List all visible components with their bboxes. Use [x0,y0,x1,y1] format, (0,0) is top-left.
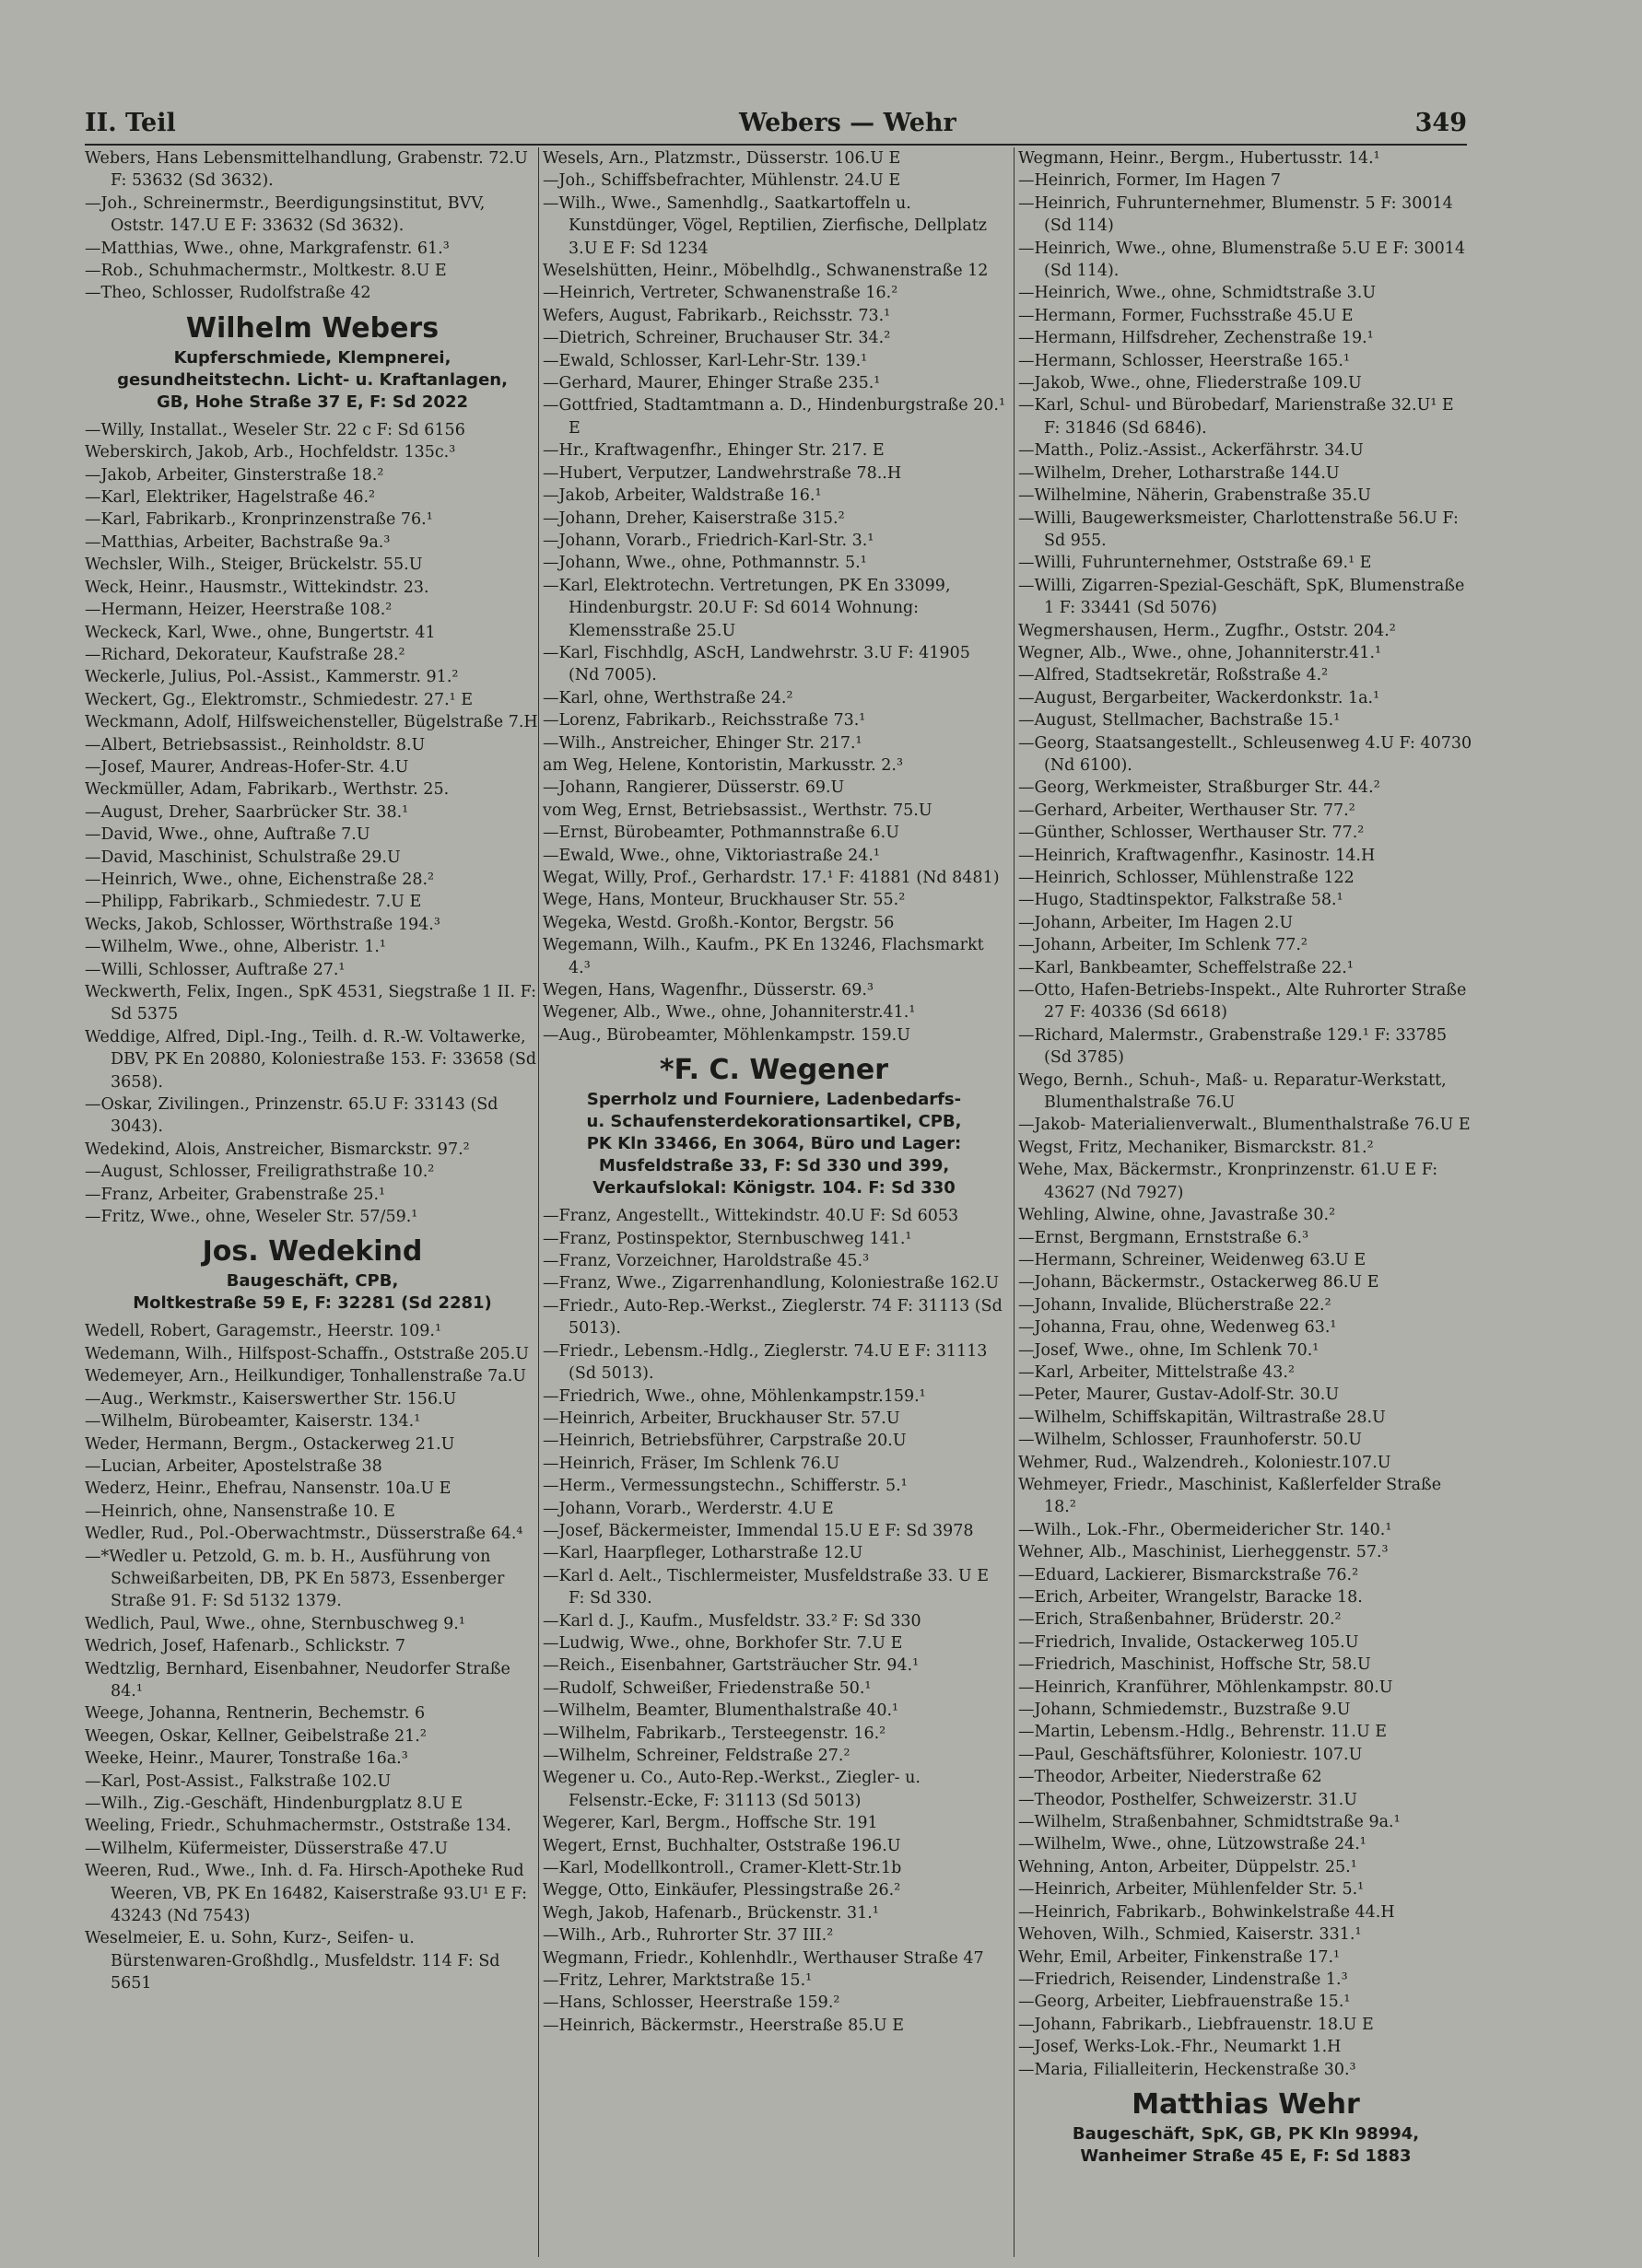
directory-entry: —Franz, Angestellt., Wittekindstr. 40.U F: Sd 6053 [543,1207,959,1226]
directory-entry: —Heinrich, Wwe., ohne, Eichenstraße 28.² [85,870,435,889]
directory-entry: —Lorenz, Fabrikarb., Reichsstraße 73.¹ [543,711,866,731]
directory-entry: —Heinrich, Fabrikarb., Bohwinkelstraße 44.H [1018,1902,1395,1922]
directory-entry: —Karl, Fischhdlg, AScH, Landwehrstr. 3.U F: 41905 (Nd 7005). [543,643,970,685]
directory-entry: Weselmeier, E. u. Sohn, Kurz-, Seifen- u. Bürstenwaren-Großhdlg., Musfeldstr. 114 F: Sd 5651 [85,1929,500,1993]
directory-entry: —Wilhelm, Dreher, Lotharstraße 144.U [1018,463,1340,483]
directory-entry: —Karl, Post-Assist., Falkstraße 102.U [85,1771,392,1791]
directory-entry: —Matthias, Wwe., ohne, Markgrafenstr. 61.³ [85,239,450,258]
directory-entry: Weckwerth, Felix, Ingen., SpK 4531, Siegstraße 1 II. F: Sd 5375 [85,983,536,1024]
directory-entry: —Johann, Wwe., ohne, Pothmannstr. 5.¹ [543,554,867,573]
section-label: II. Teil [85,109,176,137]
directory-entry: Weck, Heinr., Hausmstr., Wittekindstr. 23. [85,578,429,597]
directory-entry: —Wilhelm, Beamter, Blumenthalstraße 40.¹ [543,1701,899,1721]
directory-entry: —Karl d. J., Kaufm., Musfeldstr. 33.² F: Sd 330 [543,1611,921,1631]
directory-entry: —Richard, Malermstr., Grabenstraße 129.¹ F: 33785 (Sd 3785) [1018,1025,1448,1068]
directory-entry: —Johanna, Frau, ohne, Wedenweg 63.¹ [1018,1318,1337,1338]
directory-entry: —Karl, Haarpfleger, Lotharstraße 12.U [543,1544,863,1563]
directory-entry: Wehr, Emil, Arbeiter, Finkenstraße 17.¹ [1018,1947,1341,1967]
directory-entry: Wego, Bernh., Schuh-, Maß- u. Reparatur-Werkstatt, Blumenthalstraße 76.U [1018,1070,1447,1113]
ad-firm-name: Wilhelm Webers [185,311,440,345]
ad-firm-name: Jos. Wedekind [202,1235,423,1268]
directory-entry: —Friedr., Auto-Rep.-Werkst., Zieglerstr. 74 F: 31113 (Sd 5013). [543,1296,1003,1339]
directory-entry: —Martin, Lebensm.-Hdlg., Behrenstr. 11.U E [1018,1723,1388,1742]
directory-entry: —Ludwig, Wwe., ohne, Borkhofer Str. 7.U E [543,1633,903,1653]
directory-entry: —Jakob, Arbeiter, Ginsterstraße 18.² [85,465,384,485]
directory-entry: —Hermann, Former, Fuchsstraße 45.U E [1018,306,1354,325]
directory-entry: —Gottfried, Stadtamtmann a. D., Hindenburgstraße 20.¹ E [543,396,1005,438]
directory-entry: —Otto, Hafen-Betriebs-Inspekt., Alte Ruhrorter Straße 27 F: 40336 (Sd 6618) [1018,981,1467,1023]
directory-entry: —Johann, Fabrikarb., Liebfrauenstr. 18.U E [1018,2015,1374,2034]
column-1 [85,147,540,2257]
page-header [85,103,1467,146]
directory-entry: Wegat, Willy, Prof., Gerhardstr. 17.¹ F: 41881 (Nd 8481) [543,869,1000,887]
directory-entry: —Friedrich, Reisender, Lindenstraße 1.³ [1018,1970,1348,1989]
directory-entry: —Gerhard, Arbeiter, Werthauser Str. 77.² [1018,801,1355,820]
directory-entry: Wegeka, Westd. Großh.-Kontor, Bergstr. 56 [543,913,895,932]
business-advertisement [85,1233,540,1315]
directory-entry: —Aug., Werkmstr., Kaiserswerther Str. 156.U [85,1389,457,1409]
directory-entry: —Georg, Arbeiter, Liebfrauenstraße 15.¹ [1018,1993,1351,2012]
directory-entry: —Georg, Werkmeister, Straßburger Str. 44.² [1018,778,1380,798]
directory-entry: —Heinrich, Kraftwagenfhr., Kasinostr. 14.H [1018,846,1376,865]
directory-entry: Wedemeyer, Arn., Heilkundiger, Tonhallenstraße 7a.U [85,1367,527,1386]
directory-entry: —Peter, Maurer, Gustav-Adolf-Str. 30.U [1018,1385,1340,1405]
directory-entry: —Erich, Arbeiter, Wrangelstr, Baracke 18. [1018,1588,1363,1607]
directory-entry: —Heinrich, Bäckermstr., Heerstraße 85.U E [543,2016,904,2035]
column-3 [1014,147,1473,2257]
directory-entry: Wegmann, Friedr., Kohlenhdlr., Werthauser Straße 47 [543,1948,984,1968]
directory-entry: —*Wedler u. Petzold, G. m. b. H., Ausführung von Schweißarbeiten, DB, PK En 5873, Essenberger Straße 91. F: Sd 5132 1379. [85,1547,505,1611]
directory-entry: Weckeck, Karl, Wwe., ohne, Bungertstr. 41 [85,623,436,642]
directory-entry: —David, Wwe., ohne, Auftraße 7.U [85,825,370,845]
ad-line: gesundheitstechn. Licht- u. Kraftanlagen, [117,369,508,390]
directory-entry: —Hermann, Schlosser, Heerstraße 165.¹ [1018,351,1350,370]
directory-entry: —Wilhelm, Bürobeamter, Kaiserstr. 134.¹ [85,1412,421,1432]
directory-entry: —August, Dreher, Saarbrücker Str. 38.¹ [85,802,409,822]
directory-entry: —Wilhelm, Wwe., ohne, Lützowstraße 24.¹ [1018,1835,1366,1854]
directory-entry: —Aug., Bürobeamter, Möhlenkampstr. 159.U [543,1025,910,1045]
directory-entry: —Wilhelm, Schreiner, Feldstraße 27.² [543,1747,850,1765]
directory-entry: —Rudolf, Schweißer, Friedenstraße 50.¹ [543,1678,872,1698]
directory-entry: Wedtzlig, Bernhard, Eisenbahner, Neudorfer Straße 84.¹ [85,1659,510,1701]
directory-entry: —Philipp, Fabrikarb., Schmiedestr. 7.U E [85,893,422,912]
directory-entry: —Josef, Maurer, Andreas-Hofer-Str. 4.U [85,757,409,777]
directory-entry: —Dietrich, Schreiner, Bruchauser Str. 34.² [543,329,891,348]
directory-entry: —Joh., Schiffsbefrachter, Mühlenstr. 24.U E [543,171,901,191]
directory-entry: Wehoven, Wilh., Schmied, Kaiserstr. 331.¹ [1018,1925,1362,1945]
directory-entry: —Karl, Modellkontroll., Cramer-Klett-Str.1b [543,1859,902,1878]
page-number: 349 [1414,109,1467,137]
directory-entry: —Wilhelm, Küfermeister, Düsserstraße 47.U [85,1839,448,1858]
directory-entry: Wehmer, Rud., Walzendreh., Koloniestr.107.U [1018,1453,1391,1472]
directory-entry: —Herm., Vermessungstechn., Schifferstr. 5.¹ [543,1477,908,1496]
directory-entry: —Josef, Werks-Lok.-Fhr., Neumarkt 1.H [1018,2038,1342,2057]
directory-entry: —Heinrich, ohne, Nansenstraße 10. E [85,1502,395,1521]
directory-entry: Wehning, Anton, Arbeiter, Düppelstr. 25.¹ [1018,1857,1357,1876]
directory-entry: —Johann, Invalide, Blücherstraße 22.² [1018,1295,1331,1315]
directory-entry: Wegst, Fritz, Mechaniker, Bismarckstr. 81.² [1018,1138,1374,1157]
directory-entry: Weckmann, Adolf, Hilfsweichensteller, Bügelstraße 7.H [85,713,538,732]
directory-entry: —Theodor, Posthelfer, Schweizerstr. 31.U [1018,1790,1357,1809]
ad-line: u. Schaufensterdekorationsartikel, CPB, [586,1112,962,1132]
directory-entry: —Jakob, Wwe., ohne, Fliederstraße 109.U [1018,374,1362,393]
directory-entry: —Wilhelm, Fabrikarb., Tersteegenstr. 16.² [543,1724,886,1743]
directory-entry: —Heinrich, Kranführer, Möhlenkampstr. 80.U [1018,1678,1393,1697]
directory-entry: Wechsler, Wilh., Steiger, Brückelstr. 55.U [85,555,423,575]
directory-entry: Weberskirch, Jakob, Arb., Hochfeldstr. 135c.³ [85,443,456,462]
directory-entry: Wedemann, Wilh., Hilfspost-Schaffn., Oststraße 205.U [85,1344,529,1363]
ad-line: Baugeschäft, CPB, [226,1271,399,1292]
directory-entry: —Maria, Filialleiterin, Heckenstraße 30.³ [1018,2060,1356,2079]
directory-entry: Wedrich, Josef, Hafenarb., Schlickstr. 7 [85,1637,406,1656]
directory-entry: —Franz, Arbeiter, Grabenstraße 25.¹ [85,1185,386,1204]
directory-entry: Weeke, Heinr., Maurer, Tonstraße 16a.³ [85,1749,408,1769]
ad-line: Musfeldstraße 33, F: Sd 330 und 399, [598,1156,950,1176]
directory-entry: Wederz, Heinr., Ehefrau, Nansenstr. 10a.U E [85,1479,452,1499]
directory-entry: —Hr., Kraftwagenfhr., Ehinger Str. 217. E [543,441,885,461]
directory-entry: —Johann, Arbeiter, Im Schlenk 77.² [1018,936,1308,955]
directory-entry: —Richard, Dekorateur, Kaufstraße 28.² [85,645,405,664]
directory-entry: —Lucian, Arbeiter, Apostelstraße 38 [85,1456,382,1476]
directory-entry: Wegh, Jakob, Hafenarb., Brückenstr. 31.¹ [543,1903,879,1923]
directory-entry: —Willi, Zigarren-Spezial-Geschäft, SpK, Blumenstraße 1 F: 33441 (Sd 5076) [1018,576,1465,618]
directory-entry: Wegerer, Karl, Bergm., Hoffsche Str. 191 [543,1814,878,1833]
ad-line: Sperrholz und Fourniere, Ladenbedarfs- [586,1090,962,1110]
directory-entry: —Georg, Staatsangestellt., Schleusenweg 4.U F: 40730 (Nd 6100). [1018,733,1472,775]
directory-entry: —Heinrich, Vertreter, Schwanenstraße 16.² [543,284,898,303]
directory-entry: —August, Stellmacher, Bachstraße 15.¹ [1018,711,1341,731]
directory-entry: —Fritz, Wwe., ohne, Weseler Str. 57/59.¹ [85,1208,418,1227]
directory-entry: Wegert, Ernst, Buchhalter, Oststraße 196.U [543,1836,901,1855]
directory-entry: —Rob., Schuhmachermstr., Moltkestr. 8.U E [85,262,447,281]
running-title: Webers — Wehr [739,109,956,137]
directory-entry: —Wilhelm, Schiffskapitän, Wiltrastraße 28.U [1018,1408,1386,1427]
directory-entry: —Karl d. Aelt., Tischlermeister, Musfeldstraße 33. U E F: Sd 330. [543,1566,990,1608]
directory-entry: —Jakob- Materialienverwalt., Blumenthalstraße 76.U E [1018,1116,1471,1135]
directory-entry: Webers, Hans Lebensmittelhandlung, Grabenstr. 72.U F: 53632 (Sd 3632). [85,149,528,191]
directory-entry: —Wilh., Zig.-Geschäft, Hindenburgplatz 8.U E [85,1795,463,1813]
directory-entry: Wegener u. Co., Auto-Rep.-Werkst., Ziegler- u. Felsenstr.-Ecke, F: 31113 (Sd 5013) [543,1769,921,1810]
directory-entry: Wehling, Alwine, ohne, Javastraße 30.² [1018,1206,1336,1225]
directory-entry: —Heinrich, Fräser, Im Schlenk 76.U [543,1454,840,1473]
directory-entry: Weckerle, Julius, Pol.-Assist., Kammerstr. 91.² [85,668,459,687]
directory-entry: Weddige, Alfred, Dipl.-Ing., Teilh. d. R.-W. Voltawerke, DBV, PK En 20880, Koloniestraße 153. F: 33658 (Sd 3658). [85,1027,537,1092]
directory-entry: —Reich., Eisenbahner, Gartsträucher Str. 94.¹ [543,1656,920,1676]
directory-entry: —Karl, Bankbeamter, Scheffelstraße 22.¹ [1018,958,1354,977]
directory-entry: —Joh., Schreinermstr., Beerdigungsinstitut, BVV, Oststr. 147.U E F: 33632 (Sd 3632). [85,193,486,236]
business-advertisement [543,1052,1005,1199]
directory-entry: —Franz, Postinspektor, Sternbuschweg 141.¹ [543,1229,912,1248]
directory-entry: —Johann, Bäckermstr., Ostackerweg 86.U E [1018,1273,1379,1292]
directory-entry: Weeling, Friedr., Schuhmachermstr., Oststraße 134. [85,1817,511,1836]
directory-entry: —Johann, Rangierer, Düsserstr. 69.U [543,778,845,798]
directory-entry: —August, Bergarbeiter, Wackerdonkstr. 1a.¹ [1018,688,1380,707]
directory-entry: Weselshütten, Heinr., Möbelhdlg., Schwanenstraße 12 [543,262,989,281]
directory-entry: —Josef, Bäckermeister, Immendal 15.U E F: Sd 3978 [543,1521,974,1540]
directory-entry: —Wilhelm, Schlosser, Fraunhoferstr. 50.U [1018,1431,1363,1450]
directory-entry: —Heinrich, Wwe., ohne, Blumenstraße 5.U E F: 30014 (Sd 114). [1018,239,1466,281]
directory-entry: —Matthias, Arbeiter, Bachstraße 9a.³ [85,532,391,552]
directory-entry: Wedlich, Paul, Wwe., ohne, Sternbuschweg 9.¹ [85,1614,465,1633]
ad-line: Verkaufslokal: Königstr. 104. F: Sd 330 [592,1178,956,1198]
directory-entry: —Heinrich, Fuhrunternehmer, Blumenstr. 5 F: 30014 (Sd 114) [1018,193,1453,236]
directory-entry: Weege, Johanna, Rentnerin, Bechemstr. 6 [85,1704,426,1724]
directory-entry: Wecks, Jakob, Schlosser, Wörthstraße 194.³ [85,915,440,934]
directory-entry: —Johann, Dreher, Kaiserstraße 315.² [543,509,845,528]
directory-entry: Wefers, August, Fabrikarb., Reichsstr. 73.¹ [543,306,891,325]
ad-line: Baugeschäft, SpK, GB, PK Kln 98994, [1072,2123,1420,2144]
directory-entry: —Karl, Elektrotechn. Vertretungen, PK En 33099, Hindenburgstr. 20.U F: Sd 6014 Wohnung: Klemensstraße 25.U [543,576,951,640]
directory-entry: —Heinrich, Wwe., ohne, Schmidtstraße 3.U [1018,284,1377,303]
business-advertisement [1018,2087,1473,2168]
directory-entry: —Hugo, Stadtinspektor, Falkstraße 58.¹ [1018,891,1343,910]
directory-entry: Wehner, Alb., Maschinist, Lierheggenstr. 57.³ [1018,1543,1389,1562]
directory-entry: —Heinrich, Arbeiter, Mühlenfelder Str. 5.¹ [1018,1880,1365,1900]
column-2 [538,147,1005,2257]
directory-entry: Weckmüller, Adam, Fabrikarb., Werthstr. 25. [85,780,450,800]
directory-entry: Weckert, Gg., Elektromstr., Schmiedestr. 27.¹ E [85,690,474,709]
directory-entry: Weeren, Rud., Wwe., Inh. d. Fa. Hirsch-Apotheke Rud Weeren, VB, PK En 16482, Kaiserstraße 93.U¹ E F: 43243 (Nd 7543) [85,1862,527,1926]
ad-firm-name: Matthias Wehr [1132,2087,1360,2121]
directory-entry: —Wilhelm, Wwe., ohne, Alberistr. 1.¹ [85,938,386,957]
directory-entry: —Karl, Fabrikarb., Kronprinzenstraße 76.¹ [85,510,433,530]
directory-entry: —Matth., Poliz.-Assist., Ackerfährstr. 34.U [1018,441,1364,461]
directory-entry: Weegen, Oskar, Kellner, Geibelstraße 21.² [85,1726,427,1746]
directory-entry: —Friedrich, Wwe., ohne, Möhlenkampstr.159.¹ [543,1386,926,1406]
directory-entry: Wegen, Hans, Wagenfhr., Düsserstr. 69.³ [543,981,874,1000]
directory-entry: —Gerhard, Maurer, Ehinger Straße 235.¹ [543,374,881,393]
directory-entry: Wegmann, Heinr., Bergm., Hubertusstr. 14.¹ [1018,149,1380,168]
directory-entry: —Hermann, Heizer, Heerstraße 108.² [85,601,393,620]
ad-line: Kupferschmiede, Klempnerei, [173,347,452,368]
directory-entry: —Albert, Betriebsassist., Reinholdstr. 8.U [85,735,426,754]
directory-entry: —Erich, Straßenbahner, Brüderstr. 20.² [1018,1610,1342,1630]
directory-entry: —Hubert, Verputzer, Landwehrstraße 78..H [543,463,902,483]
directory-entry: —Ewald, Wwe., ohne, Viktoriastraße 24.¹ [543,846,880,865]
directory-entry: —Willi, Baugewerksmeister, Charlottenstraße 56.U F: Sd 955. [1018,509,1459,550]
directory-entry: —Johann, Vorarb., Friedrich-Karl-Str. 3.¹ [543,531,874,550]
directory-entry: —Theodor, Arbeiter, Niederstraße 62 [1018,1768,1322,1787]
directory-entry: Wegge, Otto, Einkäufer, Plessingstraße 26.² [543,1881,901,1900]
directory-entry: —Franz, Vorzeichner, Haroldstraße 45.³ [543,1252,870,1271]
directory-entry: —Karl, Arbeiter, Mittelstraße 43.² [1018,1362,1296,1382]
ad-firm-name: *F. C. Wegener [659,1054,889,1087]
ad-line: Moltkestraße 59 E, F: 32281 (Sd 2281) [133,1293,492,1314]
directory-entry: —Heinrich, Former, Im Hagen 7 [1018,171,1282,191]
directory-entry: —Willi, Fuhrunternehmer, Oststraße 69.¹ E [1018,554,1372,573]
directory-entry: —Hermann, Schreiner, Weidenweg 63.U E [1018,1250,1366,1269]
directory-entry: —Hans, Schlosser, Heerstraße 159.² [543,1993,840,2013]
directory-entry: Wehmeyer, Friedr., Maschinist, Kaßlerfelder Straße 18.² [1018,1475,1442,1517]
directory-entry: Wegemann, Wilh., Kaufm., PK En 13246, Flachsmarkt 4.³ [543,936,984,977]
directory-entry: —Heinrich, Schlosser, Mühlenstraße 122 [1018,869,1355,887]
directory-entry: —Friedrich, Maschinist, Hoffsche Str, 58.U [1018,1655,1371,1675]
directory-entry: —Josef, Wwe., ohne, Im Schlenk 70.¹ [1018,1340,1319,1360]
ad-line: Wanheimer Straße 45 E, F: Sd 1883 [1080,2145,1412,2166]
ad-line: GB, Hohe Straße 37 E, F: Sd 2022 [156,392,469,412]
directory-entry: —Karl, Schul- und Bürobedarf, Marienstraße 32.U¹ E F: 31846 (Sd 6846). [1018,396,1454,438]
directory-entry: —Ernst, Bergmann, Ernststraße 6.³ [1018,1228,1309,1247]
directory-entry: —Wilh., Wwe., Samenhdlg., Saatkartoffeln u. Kunstdünger, Vögel, Reptilien, Zierfische, Dellplatz 3.U E F: Sd 1234 [543,193,988,258]
directory-entry: —Wilhelm, Straßenbahner, Schmidtstraße 9a.¹ [1018,1813,1401,1832]
directory-entry: —Johann, Schmiedemstr., Buzstraße 9.U [1018,1701,1351,1720]
directory-entry: —Günther, Schlosser, Werthauser Str. 77.² [1018,824,1365,843]
directory-entry: —Eduard, Lackierer, Bismarckstraße 76.² [1018,1565,1359,1584]
ad-line: PK Kln 33466, En 3064, Büro und Lager: [586,1134,962,1154]
directory-entry: am Weg, Helene, Kontoristin, Markusstr. 2.³ [543,755,903,775]
directory-entry: —Friedr., Lebensm.-Hdlg., Zieglerstr. 74.U E F: 31113 (Sd 5013). [543,1341,988,1384]
directory-entry: Wedell, Robert, Garagemstr., Heerstr. 109.¹ [85,1322,441,1341]
directory-entry: —Wilhelmine, Näherin, Grabenstraße 35.U [1018,486,1371,506]
directory-entry: —David, Maschinist, Schulstraße 29.U [85,848,401,867]
directory-entry: —Theo, Schlosser, Rudolfstraße 42 [85,284,371,303]
directory-entry: Weder, Hermann, Bergm., Ostackerweg 21.U [85,1434,455,1454]
directory-entry: Wegner, Alb., Wwe., ohne, Johanniterstr.41.¹ [1018,643,1382,662]
directory-entry: Wegener, Alb., Wwe., ohne, Johanniterstr.41.¹ [543,1003,916,1023]
directory-entry: vom Weg, Ernst, Betriebsassist., Werthstr. 75.U [543,801,932,820]
directory-entry: —Wilh., Anstreicher, Ehinger Str. 217.¹ [543,733,862,753]
directory-entry: —Jakob, Arbeiter, Waldstraße 16.¹ [543,486,822,506]
directory-entry: —Heinrich, Arbeiter, Bruckhauser Str. 57.U [543,1409,900,1428]
directory-entry: —Johann, Arbeiter, Im Hagen 2.U [1018,913,1294,932]
directory-entry: Wege, Hans, Monteur, Bruckhauser Str. 55.² [543,891,906,910]
directory-entry: —Hermann, Hilfsdreher, Zechenstraße 19.¹ [1018,329,1374,348]
directory-entry: —Johann, Vorarb., Werderstr. 4.U E [543,1499,834,1518]
directory-entry: —Wilh., Arb., Ruhrorter Str. 37 III.² [543,1926,834,1946]
directory-entry: Wedekind, Alois, Anstreicher, Bismarckstr. 97.² [85,1140,470,1159]
directory-entry: Wesels, Arn., Platzmstr., Düsserstr. 106.U E [543,149,901,168]
directory-entry: —Ernst, Bürobeamter, Pothmannstraße 6.U [543,824,899,843]
directory-entry: —Friedrich, Invalide, Ostackerweg 105.U [1018,1632,1359,1652]
directory-entry: —Oskar, Zivilingen., Prinzenstr. 65.U F: 33143 (Sd 3043). [85,1095,498,1137]
directory-entry: —Franz, Wwe., Zigarrenhandlung, Koloniestraße 162.U [543,1274,1000,1293]
directory-entry: —Fritz, Lehrer, Marktstraße 15.¹ [543,1971,813,1991]
directory-entry: —Paul, Geschäftsführer, Koloniestr. 107.U [1018,1745,1363,1764]
directory-entry: Wehe, Max, Bäckermstr., Kronprinzenstr. 61.U E F: 43627 (Nd 7927) [1018,1161,1438,1202]
directory-entry: —Willy, Installat., Weseler Str. 22 c F: Sd 6156 [85,420,465,439]
directory-entry: —Alfred, Stadtsekretär, Roßstraße 4.² [1018,666,1329,685]
directory-entry: Wegmershausen, Herm., Zugfhr., Oststr. 204.² [1018,621,1396,640]
directory-entry: —Wilh., Lok.-Fhr., Obermeidericher Str. 140.¹ [1018,1520,1392,1539]
directory-entry: —Ewald, Schlosser, Karl-Lehr-Str. 139.¹ [543,351,868,370]
directory-entry: —Karl, ohne, Werthstraße 24.² [543,688,793,707]
directory-entry: —Willi, Schlosser, Auftraße 27.¹ [85,960,346,979]
directory-entry: —Karl, Elektriker, Hagelstraße 46.² [85,488,376,508]
directory-entry: —August, Schlosser, Freiligrathstraße 10.² [85,1163,435,1182]
business-advertisement [85,310,540,414]
directory-entry: —Heinrich, Betriebsführer, Carpstraße 20.U [543,1432,907,1451]
directory-entry: Wedler, Rud., Pol.-Oberwachtmstr., Düsserstraße 64.⁴ [85,1525,523,1544]
